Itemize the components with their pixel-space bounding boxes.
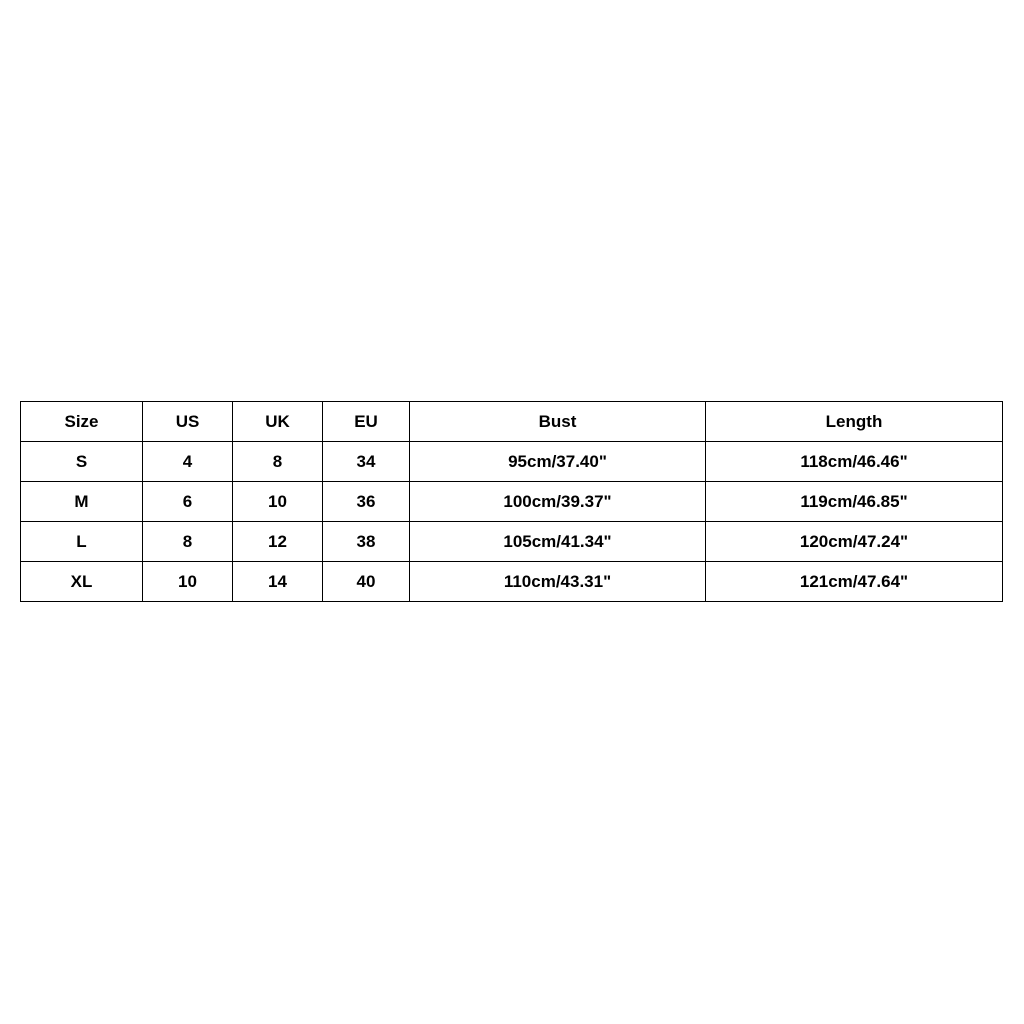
- cell-us: 8: [143, 522, 233, 562]
- cell-uk: 8: [233, 442, 323, 482]
- cell-us: 6: [143, 482, 233, 522]
- header-length: Length: [706, 402, 1003, 442]
- cell-length: 118cm/46.46": [706, 442, 1003, 482]
- table-row: [21, 562, 1003, 602]
- cell-uk: 14: [233, 562, 323, 602]
- cell-eu: 38: [323, 522, 410, 562]
- cell-length: 120cm/47.24": [706, 522, 1003, 562]
- header-uk: UK: [233, 402, 323, 442]
- cell-eu: 40: [323, 562, 410, 602]
- cell-us: 4: [143, 442, 233, 482]
- cell-eu: 34: [323, 442, 410, 482]
- cell-size: S: [21, 442, 143, 482]
- table-row: [21, 482, 1003, 522]
- cell-bust: 105cm/41.34": [410, 522, 706, 562]
- table-row: [21, 442, 1003, 482]
- header-us: US: [143, 402, 233, 442]
- cell-length: 119cm/46.85": [706, 482, 1003, 522]
- cell-size: L: [21, 522, 143, 562]
- cell-uk: 10: [233, 482, 323, 522]
- cell-size: XL: [21, 562, 143, 602]
- table-header-row: [21, 402, 1003, 442]
- cell-us: 10: [143, 562, 233, 602]
- cell-length: 121cm/47.64": [706, 562, 1003, 602]
- cell-bust: 95cm/37.40": [410, 442, 706, 482]
- cell-eu: 36: [323, 482, 410, 522]
- cell-size: M: [21, 482, 143, 522]
- size-chart-table: [20, 401, 1003, 602]
- cell-bust: 110cm/43.31": [410, 562, 706, 602]
- cell-uk: 12: [233, 522, 323, 562]
- header-eu: EU: [323, 402, 410, 442]
- header-size: Size: [21, 402, 143, 442]
- table-row: [21, 522, 1003, 562]
- cell-bust: 100cm/39.37": [410, 482, 706, 522]
- header-bust: Bust: [410, 402, 706, 442]
